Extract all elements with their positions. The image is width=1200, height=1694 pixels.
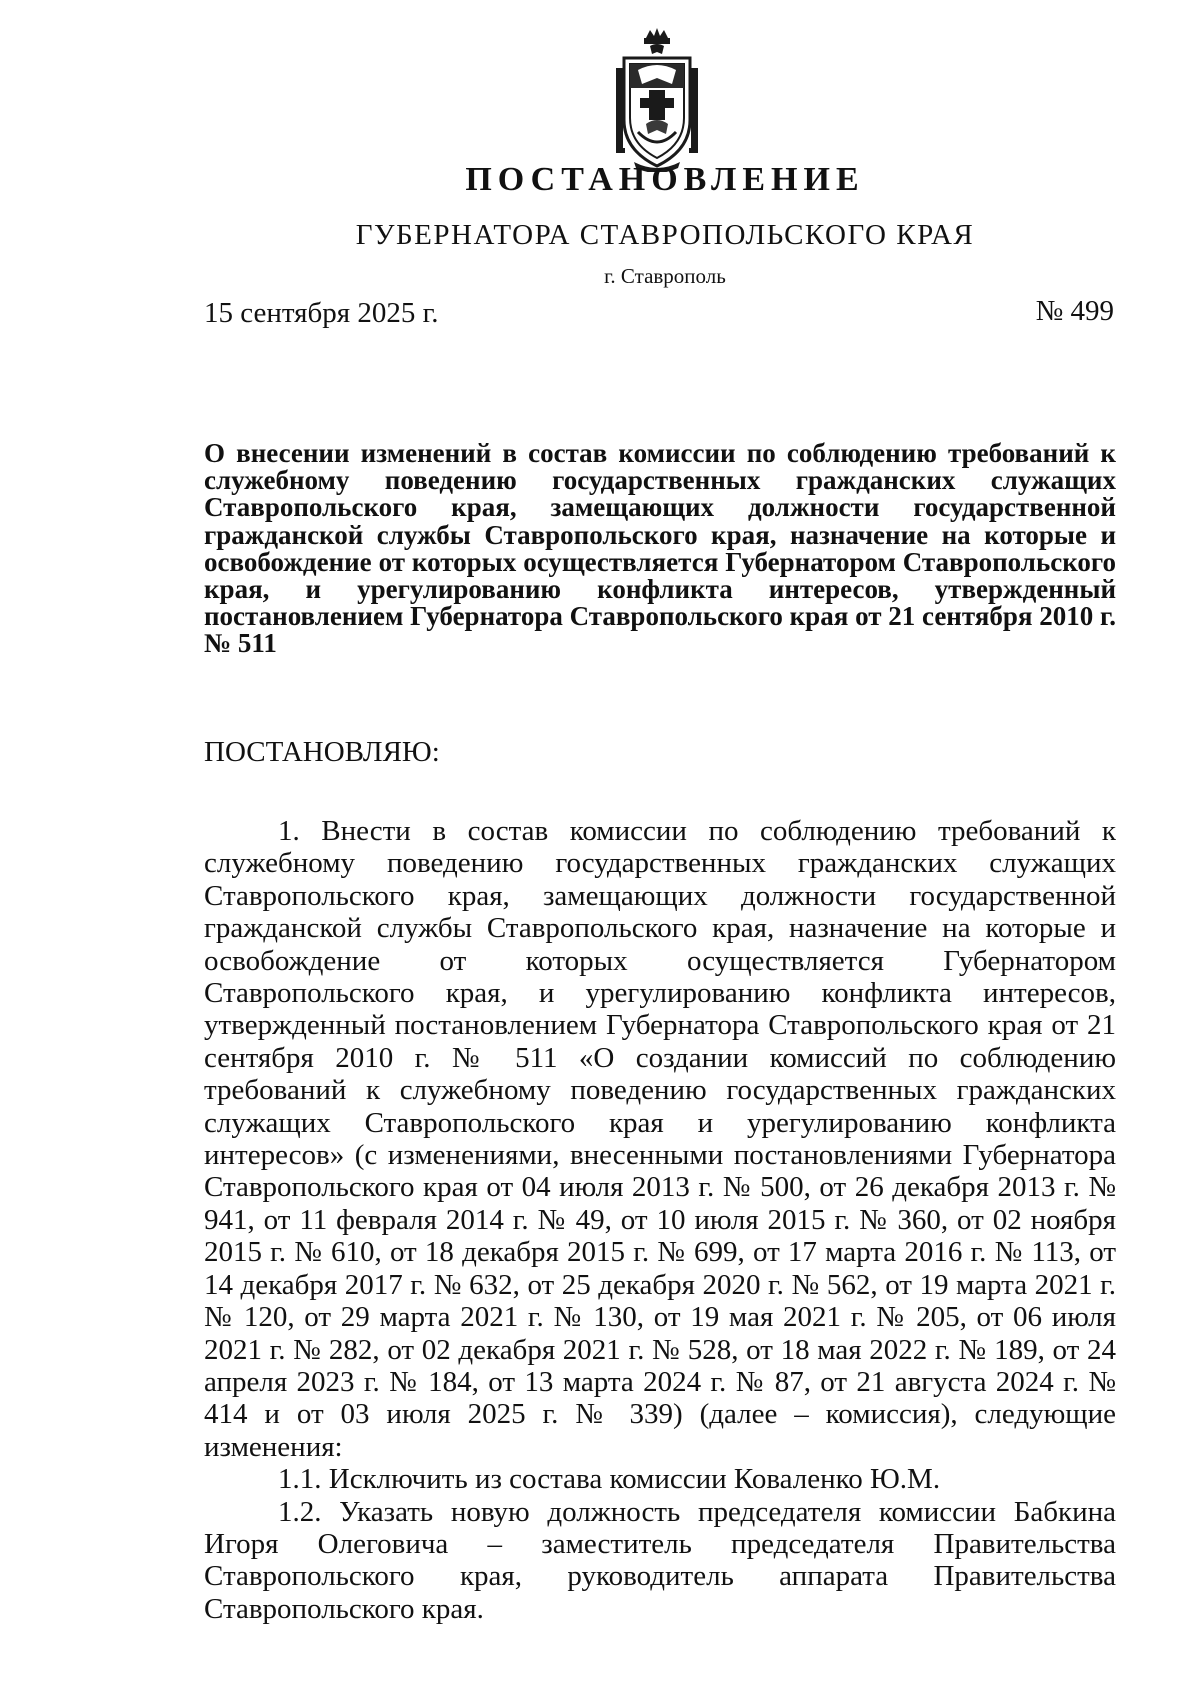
paragraph-1-1: 1.1. Исключить из состава комиссии Коваленко Ю.М. <box>278 1463 941 1496</box>
document-number: № 499 <box>1035 295 1114 327</box>
document-title: О внесении изменений в состав комиссии по соблюдению требований к служебному поведению государственных гражданских служащих Ставропольского края, замещающих должности государственной гражданской службы Ставропольского края, назначение на которые и освобождение от которых осуществляется Губернатором Ставропольского края, и урегулированию конфликта интересов, утвержденный постановлением Губернатора Ставропольского края от 21 сентября 2010 г. № 511 <box>204 438 1116 659</box>
issuing-city: г. Ставрополь <box>604 264 726 288</box>
decree-word: ПОСТАНОВЛЯЮ: <box>204 736 440 768</box>
document-body <box>204 815 1116 1625</box>
document-type-heading: ПОСТАНОВЛЕНИЕ <box>465 161 865 198</box>
issuer-heading: ГУБЕРНАТОРА СТАВРОПОЛЬСКОГО КРАЯ <box>355 219 975 251</box>
document-date: 15 сентября 2025 г. <box>204 297 439 329</box>
coat-of-arms-icon <box>616 28 698 172</box>
paragraph-1-2: 1.2. Указать новую должность председателя комиссии Бабкина Игоря Олеговича – заместитель председателя Правительства Ставропольского края, руководитель аппарата Правительства Ставропольского края. <box>204 1495 1116 1625</box>
paragraph-1: 1. Внести в состав комиссии по соблюдению требований к служебному поведению государственных гражданских служащих Ставропольского края, замещающих должности государственной гражданской службы Ставропольского края, назначение на которые и освобождение от которых осуществляется Губернатором Ставропольского края, и урегулированию конфликта интересов, утвержденный постановлением Губернатора Ставропольского края от 21 сентября 2010 г. № 511 «О создании комиссий по соблюдению требований к служебному поведению государственных гражданских служащих Ставропольского края и урегулированию конфликта интересов» (с изменениями, внесенными постановлениями Губернатора Ставропольского края от 04 июля 2013 г. № 500, от 26 декабря 2013 г. № 941, от 11 февраля 2014 г. № 49, от 10 июля 2015 г. № 360, от 02 ноября 2015 г. № 610, от 18 декабря 2015 г. № 699, от 17 марта 2016 г. № 113, от 14 декабря 2017 г. № 632, от 25 декабря 2020 г. № 562, от 19 марта 2021 г. № 120, от 29 марта 2021 г. № 130, от 19 мая 2021 г. № 205, от 06 июля 2021 г. № 282, от 02 декабря 2021 г. № 528, от 18 мая 2022 г. № 189, от 24 апреля 2023 г. № 184, от 13 марта 2024 г. № 87, от 21 августа 2024 г. № 414 и от 03 июля 2025 г. № 339) (далее – комиссия), следующие изменения: <box>204 815 1116 1463</box>
